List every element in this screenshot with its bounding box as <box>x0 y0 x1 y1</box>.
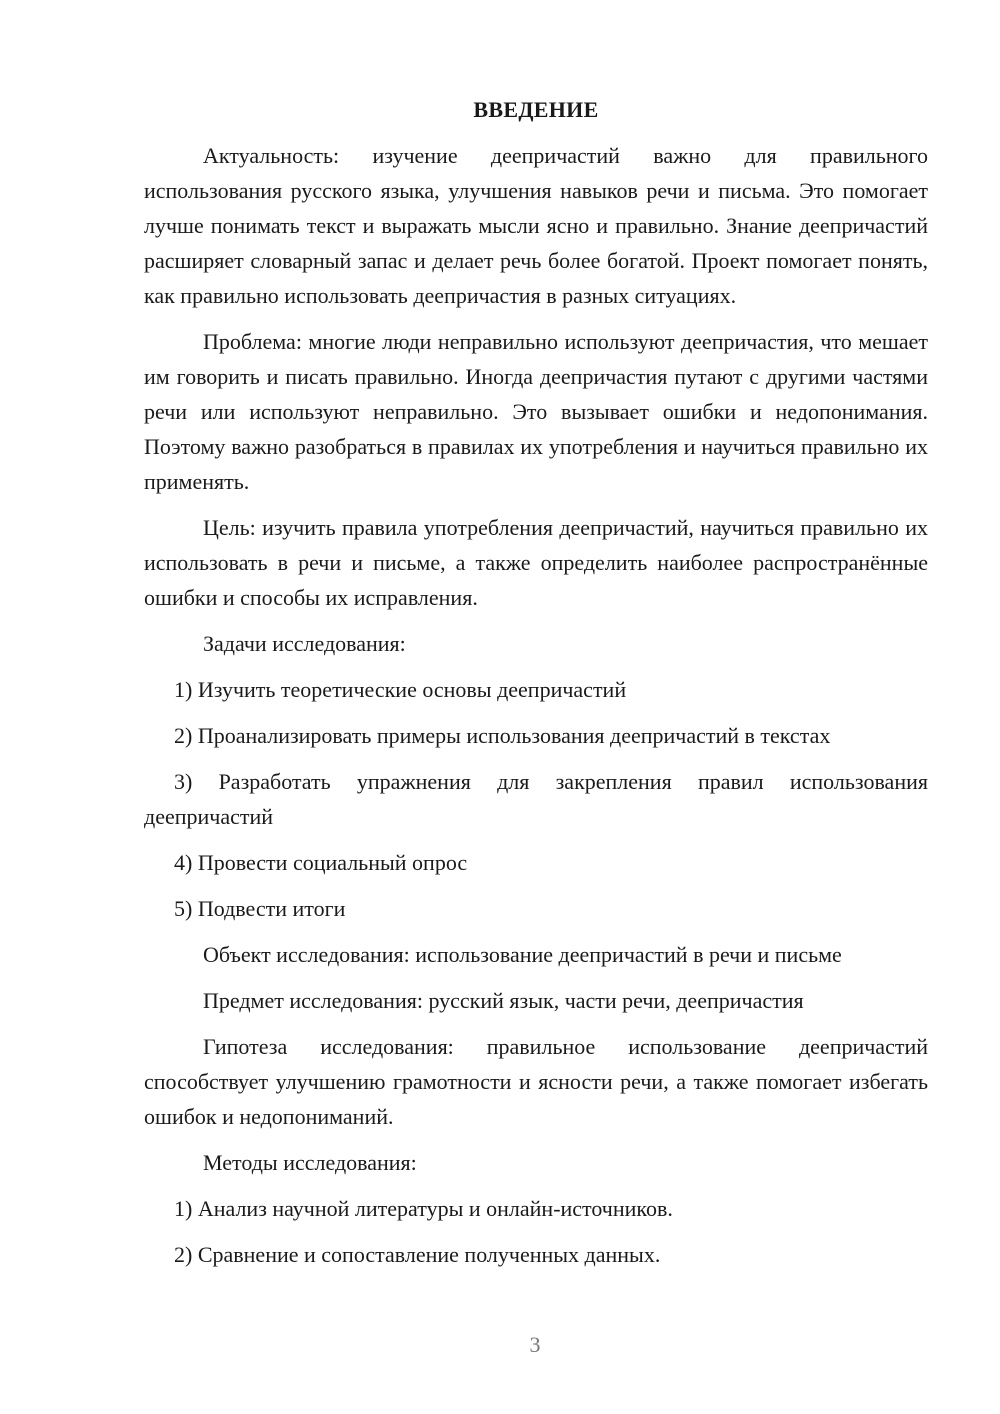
tasks-heading: Задачи исследования: <box>203 631 406 656</box>
goal-paragraph: Цель: изучить правила употребления деепричастий, научиться правильно их использовать в речи и письме, а также определить наиболее распространённые ошибки и способы их исправления. <box>144 515 928 610</box>
task-item: 4) Провести социальный опрос <box>174 850 468 875</box>
relevance-paragraph: Актуальность: изучение деепричастий важно для правильного использования русского языка, улучшения навыков речи и письма. Это помогает лучше понимать текст и выражать мысли ясно и правильно. Знание деепричастий расширяет словарный запас и делает речь более богатой. Проект помогает понять, как правильно использовать деепричастия в разных ситуациях. <box>144 143 928 308</box>
task-item: 5) Подвести итоги <box>174 896 346 921</box>
method-item: 2) Сравнение и сопоставление полученных данных. <box>174 1242 661 1267</box>
subject-paragraph: Предмет исследования: русский язык, части речи, деепричастия <box>203 988 804 1013</box>
method-item: 1) Анализ научной литературы и онлайн-источников. <box>174 1196 673 1221</box>
object-paragraph: Объект исследования: использование деепричастий в речи и письме <box>203 942 842 967</box>
methods-heading: Методы исследования: <box>203 1150 417 1175</box>
task-item: 1) Изучить теоретические основы деепричастий <box>174 677 627 702</box>
page-title: ВВЕДЕНИЕ <box>473 97 599 122</box>
task-item: 3) Разработать упражнения для закрепления правил использования деепричастий <box>144 769 928 829</box>
page-number: 3 <box>529 1332 541 1357</box>
task-item: 2) Проанализировать примеры использования деепричастий в текстах <box>174 723 831 748</box>
problem-paragraph: Проблема: многие люди неправильно используют деепричастия, что мешает им говорить и писать правильно. Иногда деепричастия путают с другими частями речи или используют неправильно. Это вызывает ошибки и недопонимания. Поэтому важно разобраться в правилах их употребления и научиться правильно их применять. <box>144 329 928 494</box>
document-page <box>144 92 928 1283</box>
hypothesis-paragraph: Гипотеза исследования: правильное использование деепричастий способствует улучшению грамотности и ясности речи, а также помогает избегать ошибок и недопониманий. <box>144 1034 928 1129</box>
